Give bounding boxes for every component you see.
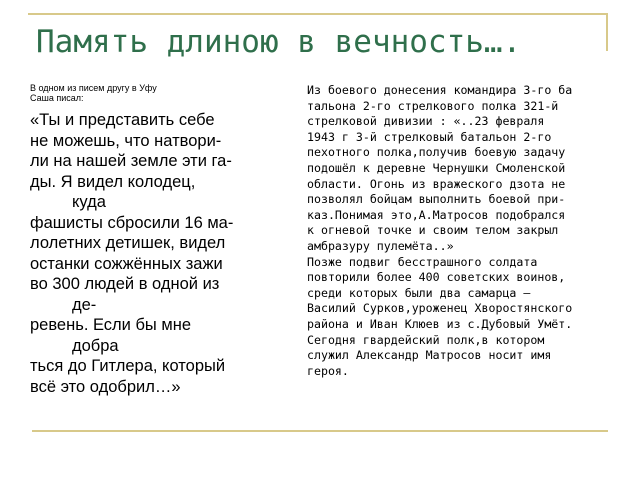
report-line: амбразуру пулемёта..»	[307, 238, 454, 253]
letter-intro-line: В одном из писем другу в Уфу	[30, 83, 157, 93]
letter-column	[30, 83, 292, 397]
report-line: к огневой точке и своим телом закрыл	[307, 223, 559, 238]
quote-line: фашисты сбросили 16 ма-	[30, 213, 234, 232]
quote-line: всё это одобрил…»	[30, 377, 181, 396]
report-line: каз.Понимая это,А.Матросов подобрался	[307, 207, 566, 222]
report-line: среди которых были два самарца –	[307, 285, 531, 300]
report-line: Сегодня гвардейский полк,в котором	[307, 332, 545, 347]
report-line: стрелковой дивизии : «..23 февраля	[307, 114, 545, 129]
quote-line: ли на нашей земле эти га-	[30, 152, 232, 170]
quote-line: во 300 людей в одной из	[30, 275, 220, 293]
letter-intro	[30, 83, 292, 103]
report-line: повторили более 400 советских воинов,	[307, 270, 566, 285]
report-line: 1943 г 3-й стрелковый батальон 2-го	[307, 129, 552, 144]
quote-line: останки сожжённых зажи	[30, 254, 223, 273]
quote-line: добра	[72, 336, 119, 355]
report-line: Позже подвиг бесстрашного солдата	[307, 254, 538, 269]
report-line: района и Иван Клюев из с.Дубовый Умёт.	[307, 316, 573, 331]
letter-quote	[30, 110, 292, 397]
quote-line: ревень. Если бы мне	[30, 316, 192, 334]
quote-line: не можешь, что натвори-	[30, 131, 222, 150]
combat-report-text	[307, 83, 617, 379]
quote-line: лолетних детишек, видел	[30, 234, 226, 252]
quote-line: де-	[72, 295, 97, 314]
report-line: служил Александр Матросов носит имя	[307, 348, 552, 363]
report-line: позволял бойцам выполнить боевой при-	[307, 192, 566, 207]
report-line: области. Огонь из вражеского дзота не	[307, 176, 566, 191]
report-line: героя.	[307, 363, 349, 378]
quote-line: «Ты и представить себе	[30, 111, 215, 129]
quote-line: ды. Я видел колодец,	[30, 172, 196, 191]
report-line: подошёл к деревне Чернушки Смоленской	[307, 160, 566, 175]
top-rule	[28, 13, 608, 15]
report-line: Из боевого донесения командира 3-го ба	[307, 83, 573, 97]
letter-intro-line: Саша писал:	[30, 93, 84, 103]
top-right-rule	[606, 13, 608, 51]
quote-line: ться до Гитлера, который	[30, 357, 226, 375]
quote-line: куда	[72, 193, 106, 211]
bottom-rule	[32, 430, 608, 432]
page-title: Память длиною в вечность….	[36, 24, 522, 60]
report-line: пехотного полка,получив боевую задачу	[307, 145, 566, 160]
report-line: тальона 2-го стрелкового полка 321-й	[307, 98, 559, 113]
report-line: Василий Сурков,уроженец Хворостянского	[307, 301, 573, 316]
